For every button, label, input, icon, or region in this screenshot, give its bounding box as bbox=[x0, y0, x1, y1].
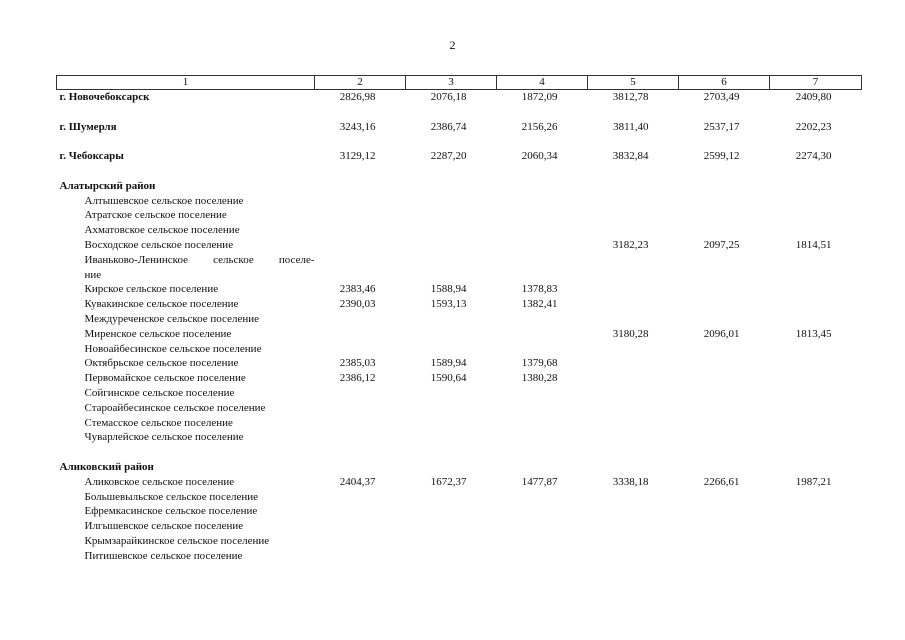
value-cell-col-3 bbox=[406, 179, 497, 194]
settlement-name: ние bbox=[84, 268, 102, 281]
value-cell-col-2: 2404,37 bbox=[339, 475, 376, 488]
district-row bbox=[57, 90, 862, 105]
settlement-row bbox=[57, 519, 862, 534]
value-cell-col-2: 2390,03 bbox=[339, 298, 376, 311]
value-cell-col-7 bbox=[770, 371, 862, 386]
value-cell-col-4 bbox=[497, 194, 588, 209]
settlement-row bbox=[57, 386, 862, 401]
value-cell-col-3 bbox=[406, 253, 497, 268]
value-cell-col-5 bbox=[588, 401, 679, 416]
value-cell-col-3 bbox=[406, 490, 497, 505]
value-cell-col-4 bbox=[497, 312, 588, 327]
value-cell-col-3: 1590,64 bbox=[430, 372, 467, 385]
value-cell-col-7 bbox=[770, 416, 862, 431]
value-cell-col-6 bbox=[679, 549, 770, 564]
value-cell-col-7 bbox=[770, 534, 862, 549]
value-cell-col-7 bbox=[770, 223, 862, 238]
value-cell-col-2 bbox=[315, 179, 406, 194]
value-cell-col-6 bbox=[679, 282, 770, 297]
value-cell-col-6 bbox=[679, 356, 770, 371]
value-cell-col-7: 1987,21 bbox=[795, 475, 832, 488]
value-cell-col-2: 2826,98 bbox=[339, 91, 376, 103]
value-cell-col-4 bbox=[497, 549, 588, 564]
value-cell-col-6 bbox=[679, 342, 770, 357]
value-cell-col-7 bbox=[770, 268, 862, 283]
settlement-row bbox=[57, 416, 862, 431]
value-cell-col-5: 3180,28 bbox=[612, 327, 649, 340]
value-cell-col-7 bbox=[770, 519, 862, 534]
value-cell-col-3 bbox=[406, 194, 497, 209]
value-cell-col-5 bbox=[588, 342, 679, 357]
value-cell-col-4 bbox=[497, 179, 588, 194]
value-cell-col-3 bbox=[406, 238, 497, 253]
settlement-name: Аликовское сельское поселение bbox=[84, 475, 235, 488]
value-cell-col-5 bbox=[588, 194, 679, 209]
settlement-name: Восходское сельское поселение bbox=[84, 238, 234, 251]
value-cell-col-5 bbox=[588, 386, 679, 401]
value-cell-col-6 bbox=[679, 504, 770, 519]
district-row bbox=[57, 460, 862, 475]
value-cell-col-5 bbox=[588, 416, 679, 431]
tariff-table bbox=[56, 75, 862, 564]
settlement-name: Атратское сельское поселение bbox=[84, 209, 227, 222]
spacer-cell bbox=[57, 105, 862, 120]
value-cell-col-2 bbox=[315, 534, 406, 549]
value-cell-col-4 bbox=[497, 342, 588, 357]
column-header: 3 bbox=[406, 76, 497, 90]
value-cell-col-7 bbox=[770, 430, 862, 445]
value-cell-col-6 bbox=[679, 194, 770, 209]
settlement-row bbox=[57, 223, 862, 238]
value-cell-col-6 bbox=[679, 297, 770, 312]
settlement-name: Иваньково-Ленинское сельское поселе- bbox=[84, 253, 315, 266]
value-cell-col-6: 2096,01 bbox=[703, 327, 740, 340]
settlement-row bbox=[57, 238, 862, 253]
value-cell-col-2 bbox=[315, 386, 406, 401]
value-cell-col-7: 2274,30 bbox=[795, 150, 832, 163]
value-cell-col-2 bbox=[315, 430, 406, 445]
settlement-name: Сойгинское сельское поселение bbox=[84, 386, 235, 399]
value-cell-col-3 bbox=[406, 504, 497, 519]
value-cell-col-3 bbox=[406, 549, 497, 564]
value-cell-col-3 bbox=[406, 327, 497, 342]
settlement-name: Алтышевское сельское поселение bbox=[84, 194, 244, 207]
value-cell-col-7 bbox=[770, 297, 862, 312]
value-cell-col-2 bbox=[315, 312, 406, 327]
value-cell-col-2: 2385,03 bbox=[339, 357, 376, 370]
value-cell-col-2: 3129,12 bbox=[339, 150, 376, 163]
settlement-row bbox=[57, 282, 862, 297]
value-cell-col-3: 2386,74 bbox=[430, 120, 467, 133]
value-cell-col-2 bbox=[315, 208, 406, 223]
value-cell-col-5: 3182,23 bbox=[612, 238, 649, 251]
value-cell-col-6: 2097,25 bbox=[703, 238, 740, 251]
value-cell-col-4: 2060,34 bbox=[521, 150, 558, 163]
settlement-row bbox=[57, 401, 862, 416]
value-cell-col-4 bbox=[497, 519, 588, 534]
value-cell-col-6 bbox=[679, 253, 770, 268]
value-cell-col-3: 1589,94 bbox=[430, 357, 467, 370]
value-cell-col-2 bbox=[315, 268, 406, 283]
spacer-row bbox=[57, 105, 862, 120]
value-cell-col-7 bbox=[770, 194, 862, 209]
district-row bbox=[57, 120, 862, 135]
value-cell-col-4 bbox=[497, 504, 588, 519]
value-cell-col-4 bbox=[497, 490, 588, 505]
value-cell-col-5 bbox=[588, 312, 679, 327]
value-cell-col-7: 2202,23 bbox=[795, 120, 832, 133]
value-cell-col-6 bbox=[679, 371, 770, 386]
value-cell-col-5 bbox=[588, 371, 679, 386]
value-cell-col-4: 1379,68 bbox=[521, 357, 558, 370]
value-cell-col-3 bbox=[406, 223, 497, 238]
value-cell-col-4 bbox=[497, 386, 588, 401]
settlement-row bbox=[57, 534, 862, 549]
spacer-cell bbox=[57, 164, 862, 179]
district-name: г. Шумерля bbox=[59, 120, 117, 133]
value-cell-col-6 bbox=[679, 401, 770, 416]
value-cell-col-2 bbox=[315, 238, 406, 253]
district-name: г. Чебоксары bbox=[59, 150, 124, 163]
value-cell-col-5 bbox=[588, 268, 679, 283]
value-cell-col-4 bbox=[497, 460, 588, 475]
value-cell-col-6 bbox=[679, 268, 770, 283]
settlement-row bbox=[57, 490, 862, 505]
value-cell-col-2 bbox=[315, 490, 406, 505]
value-cell-col-6 bbox=[679, 179, 770, 194]
value-cell-col-7 bbox=[770, 549, 862, 564]
value-cell-col-3 bbox=[406, 460, 497, 475]
settlement-row bbox=[57, 194, 862, 209]
settlement-row bbox=[57, 327, 862, 342]
value-cell-col-5 bbox=[588, 179, 679, 194]
value-cell-col-4 bbox=[497, 327, 588, 342]
value-cell-col-4 bbox=[497, 253, 588, 268]
value-cell-col-5 bbox=[588, 504, 679, 519]
value-cell-col-5: 3811,40 bbox=[613, 120, 649, 133]
value-cell-col-6: 2266,61 bbox=[703, 475, 740, 488]
value-cell-col-3: 1593,13 bbox=[430, 298, 467, 311]
value-cell-col-5 bbox=[588, 534, 679, 549]
value-cell-col-3: 2287,20 bbox=[430, 150, 467, 163]
value-cell-col-6: 2703,49 bbox=[703, 91, 740, 103]
value-cell-col-6 bbox=[679, 208, 770, 223]
settlement-row bbox=[57, 268, 862, 283]
value-cell-col-5 bbox=[588, 282, 679, 297]
value-cell-col-6 bbox=[679, 386, 770, 401]
value-cell-col-4 bbox=[497, 401, 588, 416]
settlement-name: Кувакинское сельское поселение bbox=[84, 298, 239, 311]
value-cell-col-7 bbox=[770, 504, 862, 519]
value-cell-col-7 bbox=[770, 253, 862, 268]
value-cell-col-5 bbox=[588, 253, 679, 268]
value-cell-col-6 bbox=[679, 534, 770, 549]
value-cell-col-2 bbox=[315, 253, 406, 268]
settlement-name: Большевыльское сельское поселение bbox=[84, 490, 258, 503]
value-cell-col-6: 2537,17 bbox=[703, 120, 740, 133]
value-cell-col-3 bbox=[406, 386, 497, 401]
value-cell-col-2 bbox=[315, 519, 406, 534]
value-cell-col-6 bbox=[679, 519, 770, 534]
settlement-row bbox=[57, 504, 862, 519]
spacer-cell bbox=[57, 445, 862, 460]
value-cell-col-3 bbox=[406, 534, 497, 549]
value-cell-col-4 bbox=[497, 223, 588, 238]
settlement-name: Октябрьское сельское поселение bbox=[84, 357, 239, 370]
settlement-row bbox=[57, 208, 862, 223]
value-cell-col-3 bbox=[406, 430, 497, 445]
value-cell-col-4 bbox=[497, 208, 588, 223]
value-cell-col-7: 1814,51 bbox=[795, 238, 832, 251]
settlement-row bbox=[57, 430, 862, 445]
settlement-row bbox=[57, 253, 862, 268]
table-body bbox=[57, 90, 862, 564]
value-cell-col-6 bbox=[679, 416, 770, 431]
value-cell-col-4: 1380,28 bbox=[521, 372, 558, 385]
value-cell-col-3 bbox=[406, 342, 497, 357]
value-cell-col-4: 1382,41 bbox=[521, 298, 558, 311]
settlement-name: Ахматовское сельское поселение bbox=[84, 224, 240, 237]
settlement-name: Крымзарайкинское сельское поселение bbox=[84, 534, 270, 547]
settlement-row bbox=[57, 297, 862, 312]
value-cell-col-3 bbox=[406, 401, 497, 416]
value-cell-col-7 bbox=[770, 342, 862, 357]
column-header: 5 bbox=[588, 76, 679, 90]
spacer-row bbox=[57, 164, 862, 179]
settlement-name: Питишевское сельское поселение bbox=[84, 549, 243, 562]
value-cell-col-2: 2386,12 bbox=[339, 372, 376, 385]
district-name: Алатырский район bbox=[59, 179, 156, 192]
value-cell-col-7 bbox=[770, 401, 862, 416]
value-cell-col-2 bbox=[315, 223, 406, 238]
value-cell-col-3 bbox=[406, 312, 497, 327]
value-cell-col-5: 3832,84 bbox=[612, 150, 649, 163]
value-cell-col-4 bbox=[497, 268, 588, 283]
value-cell-col-6 bbox=[679, 490, 770, 505]
settlement-name: Илгышевское сельское поселение bbox=[84, 520, 244, 533]
value-cell-col-5 bbox=[588, 223, 679, 238]
settlement-name: Ефремкасинское сельское поселение bbox=[84, 505, 258, 518]
district-row bbox=[57, 149, 862, 164]
value-cell-col-2 bbox=[315, 327, 406, 342]
value-cell-col-3 bbox=[406, 268, 497, 283]
value-cell-col-3: 1588,94 bbox=[430, 283, 467, 296]
value-cell-col-5 bbox=[588, 460, 679, 475]
settlement-row bbox=[57, 475, 862, 490]
column-header: 4 bbox=[497, 76, 588, 90]
value-cell-col-7 bbox=[770, 208, 862, 223]
value-cell-col-7: 2409,80 bbox=[795, 91, 832, 103]
value-cell-col-7 bbox=[770, 490, 862, 505]
value-cell-col-4: 1378,83 bbox=[521, 283, 558, 296]
value-cell-col-2: 3243,16 bbox=[339, 120, 376, 133]
settlement-row bbox=[57, 342, 862, 357]
settlement-name: Староайбесинское сельское поселение bbox=[84, 401, 266, 414]
value-cell-col-7: 1813,45 bbox=[795, 327, 832, 340]
value-cell-col-3: 2076,18 bbox=[430, 91, 467, 103]
value-cell-col-2 bbox=[315, 342, 406, 357]
value-cell-col-6 bbox=[679, 460, 770, 475]
value-cell-col-5 bbox=[588, 430, 679, 445]
settlement-row bbox=[57, 356, 862, 371]
value-cell-col-4 bbox=[497, 534, 588, 549]
value-cell-col-5 bbox=[588, 490, 679, 505]
value-cell-col-6 bbox=[679, 430, 770, 445]
value-cell-col-7 bbox=[770, 356, 862, 371]
value-cell-col-2 bbox=[315, 194, 406, 209]
value-cell-col-7 bbox=[770, 179, 862, 194]
value-cell-col-5: 3338,18 bbox=[612, 475, 649, 488]
value-cell-col-7 bbox=[770, 282, 862, 297]
value-cell-col-2 bbox=[315, 401, 406, 416]
value-cell-col-7 bbox=[770, 312, 862, 327]
value-cell-col-4: 1477,87 bbox=[521, 475, 558, 488]
value-cell-col-3: 1672,37 bbox=[430, 475, 467, 488]
spacer-row bbox=[57, 445, 862, 460]
settlement-name: Новоайбесинское сельское поселение bbox=[84, 342, 262, 355]
settlement-name: Первомайское сельское поселение bbox=[84, 372, 246, 385]
value-cell-col-2 bbox=[315, 504, 406, 519]
settlement-name: Миренское сельское поселение bbox=[84, 327, 232, 340]
value-cell-col-6 bbox=[679, 312, 770, 327]
spacer-row bbox=[57, 134, 862, 149]
value-cell-col-4 bbox=[497, 238, 588, 253]
district-name: г. Новочебоксарск bbox=[59, 91, 150, 103]
column-header: 2 bbox=[315, 76, 406, 90]
value-cell-col-7 bbox=[770, 386, 862, 401]
value-cell-col-3 bbox=[406, 416, 497, 431]
value-cell-col-4 bbox=[497, 416, 588, 431]
column-header: 6 bbox=[679, 76, 770, 90]
value-cell-col-7 bbox=[770, 460, 862, 475]
value-cell-col-5: 3812,78 bbox=[612, 91, 649, 103]
spacer-cell bbox=[57, 134, 862, 149]
settlement-name: Стемасское сельское поселение bbox=[84, 416, 233, 429]
value-cell-col-2 bbox=[315, 549, 406, 564]
settlement-row bbox=[57, 312, 862, 327]
district-name: Аликовский район bbox=[59, 460, 154, 473]
settlement-row bbox=[57, 371, 862, 386]
settlement-name: Кирское сельское поселение bbox=[84, 283, 219, 296]
value-cell-col-5 bbox=[588, 519, 679, 534]
settlement-row bbox=[57, 549, 862, 564]
settlement-name: Междуреченское сельское поселение bbox=[84, 312, 259, 325]
district-row bbox=[57, 179, 862, 194]
value-cell-col-2: 2383,46 bbox=[339, 283, 376, 296]
value-cell-col-5 bbox=[588, 297, 679, 312]
value-cell-col-6: 2599,12 bbox=[703, 150, 740, 163]
value-cell-col-4 bbox=[497, 430, 588, 445]
table-header-row bbox=[57, 76, 862, 90]
value-cell-col-5 bbox=[588, 208, 679, 223]
column-header: 7 bbox=[770, 76, 862, 90]
settlement-name: Чуварлейское сельское поселение bbox=[84, 431, 244, 444]
value-cell-col-2 bbox=[315, 460, 406, 475]
value-cell-col-3 bbox=[406, 519, 497, 534]
value-cell-col-5 bbox=[588, 549, 679, 564]
value-cell-col-2 bbox=[315, 416, 406, 431]
column-header: 1 bbox=[57, 76, 315, 90]
value-cell-col-3 bbox=[406, 208, 497, 223]
value-cell-col-5 bbox=[588, 356, 679, 371]
value-cell-col-4: 2156,26 bbox=[521, 120, 558, 133]
page-number: 2 bbox=[449, 38, 456, 52]
value-cell-col-4: 1872,09 bbox=[521, 91, 558, 103]
value-cell-col-6 bbox=[679, 223, 770, 238]
